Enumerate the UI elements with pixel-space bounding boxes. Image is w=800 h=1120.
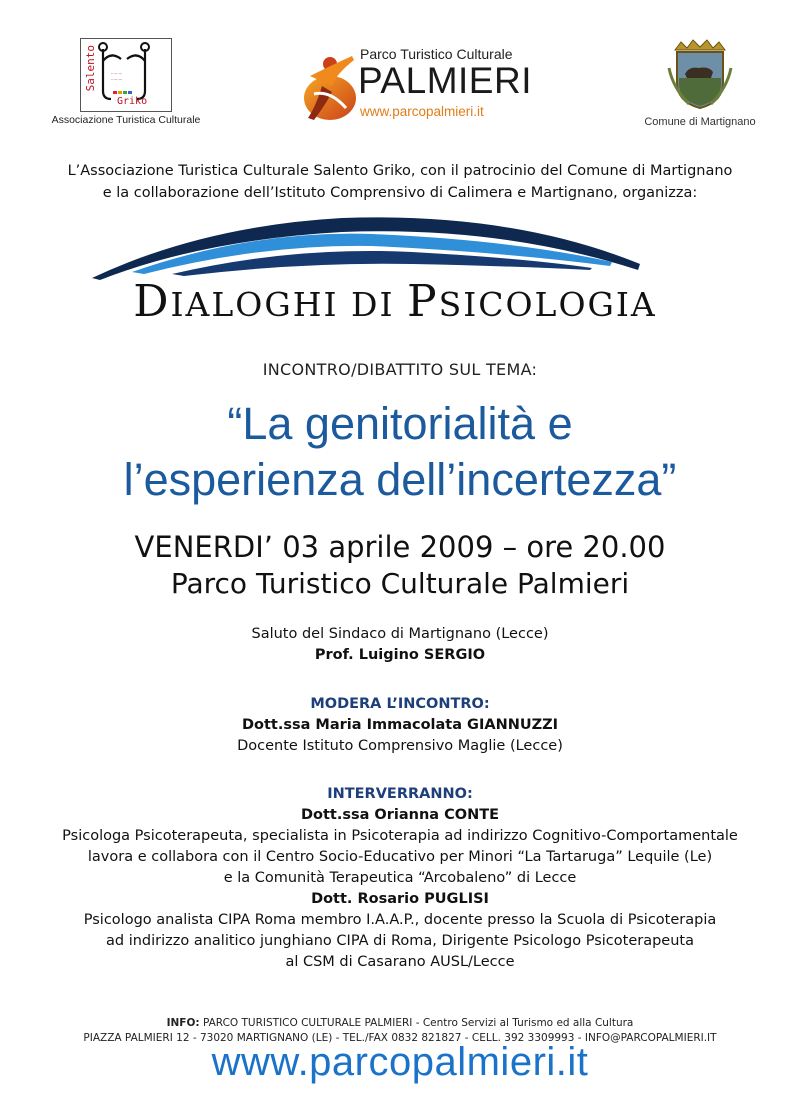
footer-info-text: PARCO TURISTICO CULTURALE PALMIERI - Centro Servizi al Turismo ed alla Cultura bbox=[199, 1017, 634, 1029]
speaker-1-line-3: e la Comunità Terapeutica “Arcobaleno” di Lecce bbox=[223, 870, 577, 886]
moderator-heading: MODERA L’INCONTRO: bbox=[310, 696, 490, 712]
series-title-initial-p: P bbox=[407, 276, 439, 327]
series-title-part-2: SICOLOGIA bbox=[438, 285, 657, 324]
footer-info-line-1 bbox=[0, 1016, 800, 1031]
palmieri-logo bbox=[300, 42, 540, 127]
speaker-1-line-2: lavora e collabora con il Centro Socio-Educativo per Minori “La Tartaruga” Lequile (Le) bbox=[87, 849, 713, 865]
svg-text:·········: ········· bbox=[111, 77, 123, 82]
right-logo-caption: Comune di Martignano bbox=[644, 116, 756, 128]
speaker-2-line-1: Psicologo analista CIPA Roma membro I.A.A.P., docente presso la Scuola di Psicoterapia bbox=[83, 912, 717, 928]
speaker-2-line-3: al CSM di Casarano AUSL/Lecce bbox=[285, 954, 515, 970]
moderator-role: Docente Istituto Comprensivo Maglie (Lecce) bbox=[237, 738, 563, 754]
salento-griko-emblem bbox=[80, 38, 172, 112]
palmieri-url: www.parcopalmieri.it bbox=[360, 104, 484, 119]
speaker-1-line-1: Psicologa Psicoterapeuta, specialista in Psicoterapia ad indirizzo Cognitivo-Comportamentale bbox=[62, 828, 738, 844]
footer-info-label: INFO: bbox=[166, 1017, 200, 1029]
speaker-2-line-2: ad indirizzo analitico junghiano CIPA di Roma, Dirigente Psicologo Psicoterapeuta bbox=[106, 933, 694, 949]
event-date: VENERDI’ 03 aprile 2009 – ore 20.00 bbox=[134, 530, 666, 564]
footer-info-line-2: PIAZZA PALMIERI 12 - 73020 MARTIGNANO (LE) - TEL./FAX 0832 821827 - CELL. 392 3309993 - INFO@PARCOPALMIERI.IT bbox=[83, 1032, 717, 1044]
greeting-section bbox=[0, 624, 800, 666]
series-title bbox=[0, 276, 790, 327]
logo-salento-text: Salento bbox=[84, 45, 97, 92]
headline bbox=[0, 396, 800, 508]
series-title-part-1: IALOGHI DI bbox=[170, 285, 407, 324]
intro-line-1: L’Associazione Turistica Culturale Salento Griko, con il patrocinio del Comune di Martignano bbox=[67, 163, 733, 179]
martignano-coat-of-arms bbox=[630, 38, 770, 128]
moderator-section bbox=[0, 694, 800, 757]
palmieri-figure-icon bbox=[300, 46, 360, 126]
event-venue: Parco Turistico Culturale Palmieri bbox=[170, 567, 630, 600]
speaker-2-name: Dott. Rosario PUGLISI bbox=[311, 891, 489, 907]
left-logo-caption: Associazione Turistica Culturale bbox=[51, 114, 201, 126]
series-title-initial-d: D bbox=[133, 276, 171, 327]
svg-text:·········: ········· bbox=[111, 71, 123, 76]
footer-website-link[interactable]: www.parcopalmieri.it bbox=[211, 1040, 589, 1084]
salento-griko-logo bbox=[36, 38, 216, 126]
greeting-name: Prof. Luigino SERGIO bbox=[314, 647, 486, 663]
logo-griko-text: Griko bbox=[117, 96, 148, 107]
intro-text bbox=[0, 160, 800, 204]
moderator-name: Dott.ssa Maria Immacolata GIANNUZZI bbox=[241, 717, 559, 733]
speakers-heading: INTERVERRANNO: bbox=[327, 786, 473, 802]
theme-label: INCONTRO/DIBATTITO SUL TEMA: bbox=[262, 360, 538, 379]
coat-of-arms-icon bbox=[665, 38, 735, 110]
headline-line-2: l’esperienza dell’incertezza” bbox=[123, 454, 677, 505]
headline-line-1: “La genitorialità e bbox=[227, 398, 573, 449]
intro-line-2: e la collaborazione dell’Istituto Comprensivo di Calimera e Martignano, organizza: bbox=[102, 185, 698, 201]
palmieri-subtitle: Parco Turistico Culturale bbox=[360, 46, 513, 62]
greeting-text: Saluto del Sindaco di Martignano (Lecce) bbox=[251, 626, 549, 642]
speaker-1-name: Dott.ssa Orianna CONTE bbox=[300, 807, 500, 823]
palmieri-wordmark: PALMIERI bbox=[358, 60, 532, 101]
speakers-section bbox=[0, 784, 800, 973]
